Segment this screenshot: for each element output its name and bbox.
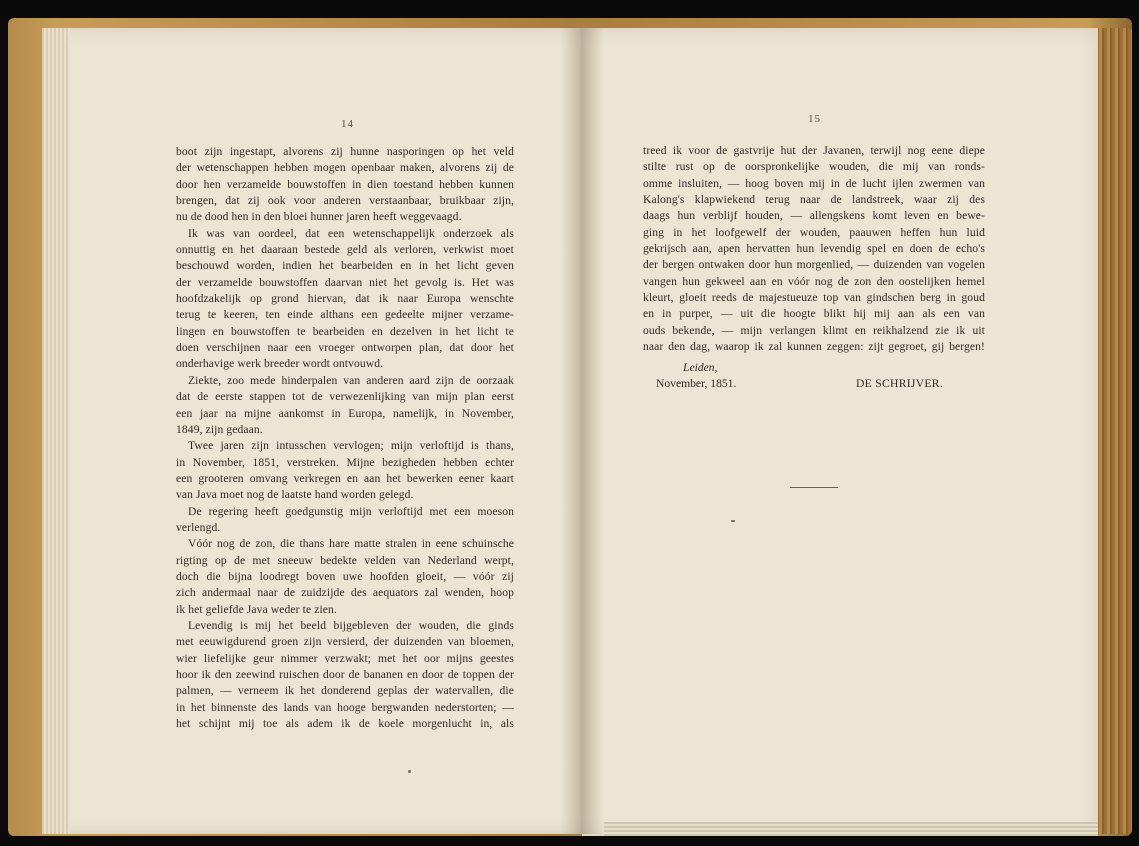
text-line: lingen en bouwstoffen te bearbeiden en dezelven in het licht te: [176, 324, 514, 338]
text-line: stilte rust op de oorspronkelijke wouden, die mij van ronds-: [643, 160, 985, 174]
text-line: in het binnenste des lands van hooge bergwanden nederstorten; —: [176, 700, 514, 714]
text-line: Kalong's klapwiekend terug naar de landstreek, waar zij des: [643, 193, 985, 207]
text-line: een jaar na mijne aankomst in Europa, namelijk, in November,: [176, 406, 514, 420]
text-line: Ziekte, zoo mede hinderpalen van anderen aard zijn de oorzaak: [188, 373, 514, 387]
text-line: beschouwd worden, indien het bearbeiden en in het licht geven: [176, 259, 514, 273]
text-line: verlengd.: [176, 520, 221, 534]
text-line: ik het geliefde Java weder te zien.: [176, 602, 337, 616]
text-line: omme insluiten, — hoog boven mij in de lucht ijlen zwermen van: [643, 176, 985, 190]
right-page-text: [643, 143, 985, 355]
text-line: in November, 1851, verstreken. Mijne bezigheden hebben echter: [176, 455, 514, 469]
closing-rule: [790, 487, 838, 488]
text-line: Levendig is mij het beeld bijgebleven der wouden, die ginds: [188, 618, 514, 632]
text-line: Ik was van oordeel, dat een wetenschappelijk onderzoek als: [188, 226, 514, 240]
text-line: der verzamelde bouwstoffen daarvan niet het gevolg is. Het was: [176, 275, 514, 289]
text-line: door hen verzamelde bouwstoffen in dien toestand hebben kunnen: [176, 177, 514, 191]
page-speck: [731, 520, 735, 522]
text-line: van Java moet nog de laatste hand worden gelegd.: [176, 488, 414, 502]
book-gutter: [560, 28, 604, 834]
text-line: treed ik voor de gastvrije hut der Javanen, terwijl nog eene diepe: [643, 144, 985, 157]
text-line: zich andermaal naar de zuidzijde des aequators zal wenden, hoop: [176, 586, 514, 600]
text-line: der bergen ontwaken door hun morgenlied, — duizenden van vogelen: [643, 258, 985, 272]
left-page-text: [176, 144, 514, 732]
signature: DE SCHRIJVER.: [856, 377, 943, 390]
date-line: November, 1851.: [656, 377, 737, 390]
text-line: Vóór nog de zon, die thans hare matte stralen in eene schuinsche: [188, 537, 514, 551]
left-page-number: 14: [341, 118, 354, 130]
text-line: brengen, dat zij ook voor anderen verstaanbaar, bruikbaar zijn,: [176, 194, 514, 208]
text-line: hoor ik den zeewind ruischen door de bananen en door de toppen der: [176, 668, 514, 681]
text-line: dat de eerste stappen tot de verwezenlijking van mijn plan eerst: [176, 390, 514, 404]
text-line: met eeuwigdurend groen zijn versierd, der duizenden van bloemen,: [176, 635, 514, 649]
text-line: naar den dag, waarop ik zal kunnen zeggen: zijt gegroet, gij bergen!: [643, 340, 985, 354]
text-line: doch die bijna loodregt boven uwe hoofden gloeit, — vóór zij: [176, 569, 514, 583]
page-stack-edge: [604, 822, 1098, 836]
text-line: onnuttig en het daaraan bestede geld als verloren, verkwist moet: [176, 243, 514, 257]
text-line: een grooteren omvang verkregen en aan het bewerken eener kaart: [176, 471, 514, 485]
book-fore-edge: [1096, 28, 1132, 834]
text-line: Twee jaren zijn intusschen vervlogen; mijn verloftijd is thans,: [188, 439, 514, 453]
text-line: doen verschijnen naar een vroeger ontworpen plan, dat door het: [176, 341, 514, 355]
text-line: ging in het loofgewelf der wouden, paauwen heffen hun luid: [643, 225, 985, 239]
text-line: het schijnt mij toe als adem ik de koele morgenlucht in, als: [176, 717, 514, 731]
right-page-number: 15: [808, 113, 821, 125]
text-line: 1849, zijn gedaan.: [176, 422, 263, 436]
text-line: boot zijn ingestapt, alvorens zij hunne nasporingen op het veld: [176, 145, 514, 158]
text-line: onderhavige werk breeder wordt ontvouwd.: [176, 357, 384, 371]
text-line: wier liefelijke geur nimmer verzwakt; met het oor mijns geestes: [176, 651, 514, 665]
text-line: terug te keeren, ten einde althans een gedeelte mijner verzame-: [176, 308, 514, 322]
text-line: der wetenschappen hebben mogen openbaar maken, alvorens zij de: [176, 161, 514, 175]
text-line: daags hun verblijf houden, — allengskens komt leven en bewe-: [643, 209, 985, 223]
text-line: palmen, — verneem ik het donderend geplas der watervallen, die: [176, 684, 514, 698]
text-line: hoofdzakelijk op grond hiervan, dat ik naar Europa wenschte: [176, 292, 514, 306]
text-line: vangen hun gekweel aan en vóór nog de zon den oostelijken hemel: [643, 274, 985, 288]
text-line: rigting op de met sneeuw bedekte velden van Nederland werpt,: [176, 553, 514, 567]
place-line: Leiden,: [683, 361, 718, 374]
text-line: kleurt, gloeit reeds de majestueuze top van gindschen berg in goud: [643, 291, 985, 305]
text-line: en in purper, — uit die hoogte blikt hij mij aan als een van: [643, 307, 985, 321]
text-line: gekrijsch aan, apen hervatten hun levendig spel en doen de echo's: [643, 242, 985, 256]
text-line: ouds bekende, — mijn verlangen klimt en reikhalzend zie ik uit: [643, 323, 985, 337]
page-speck: [408, 770, 411, 773]
text-line: nu de dood hen in den bloei hunner jaren heeft weggevaagd.: [176, 210, 462, 224]
text-line: De regering heeft goedgunstig mijn verloftijd met een moeson: [188, 504, 514, 518]
